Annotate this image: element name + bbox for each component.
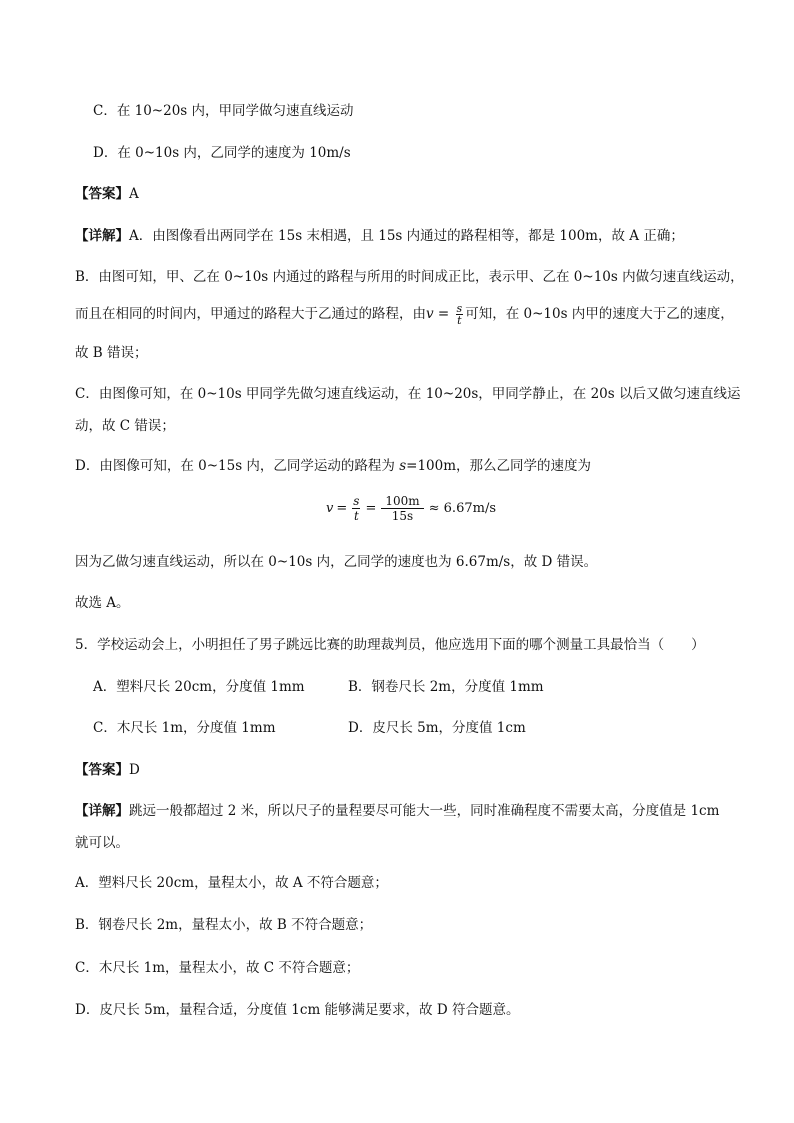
detail-b2-post: 可知，在 0~10s 内甲的速度大于乙的速度， [465, 306, 734, 322]
detail2-line2: 就可以。 [75, 835, 129, 851]
eq-fraction-1 [352, 494, 360, 523]
answer-label: 【答案】 [75, 186, 129, 202]
option-c: C．在 10~20s 内，甲同学做匀速直线运动 [93, 103, 354, 119]
detail-a-text: A．由图像看出两同学在 15s 末相遇，且 15s 内通过的路程相等，都是 100m，故 A 正确； [129, 228, 684, 244]
eq-equals-2: = [365, 500, 377, 516]
detail2-b: B．钢卷尺长 2m，量程太小，故 B 不符合题意； [75, 917, 373, 933]
answer2-line [75, 760, 140, 780]
eq-v: v [326, 500, 334, 516]
eq-den-1: t [353, 509, 359, 523]
eq-num-1: s [353, 494, 360, 508]
detail-d1-pre: D．由图像可知，在 0~15s 内，乙同学运动的路程为 [75, 458, 400, 474]
q5-options-row-2 [93, 718, 603, 738]
detail2-label: 【详解】 [75, 803, 129, 819]
choose-line: 故选 A。 [75, 595, 130, 611]
detail2-a: A．塑料尺长 20cm，量程太小，故 A 不符合题意； [75, 875, 388, 891]
fraction-numerator: s [456, 302, 463, 315]
fraction-denominator: t [457, 314, 462, 327]
eq-result: ≈ 6.67m/s [428, 500, 496, 516]
velocity-symbol: v [426, 306, 434, 322]
detail2-c: C．木尺长 1m，量程太小，故 C 不符合题意； [75, 960, 360, 976]
detail-label: 【详解】 [75, 228, 129, 244]
detail-d1-post: =100m，那么乙同学的速度为 [406, 458, 592, 474]
detail2-d: D．皮尺长 5m，量程合适，分度值 1cm 能够满足要求，故 D 符合题意。 [75, 1002, 520, 1018]
q5-option-c: C．木尺长 1m，分度值 1mm [93, 720, 276, 736]
eq-den-2: 15s [391, 509, 414, 523]
detail-b-line3: 故 B 错误； [75, 345, 148, 361]
detail-c-line2: 动，故 C 错误； [75, 418, 175, 434]
answer-value: A [129, 186, 139, 202]
detail-b-line1: B．由图可知，甲、乙在 0~10s 内通过的路程与所用的时间成正比，表示甲、乙在 0~10s 内做匀速直线运动， [75, 269, 744, 285]
q5-option-b: B．钢卷尺长 2m，分度值 1mm [348, 679, 544, 695]
q5-option-a: A．塑料尺长 20cm，分度值 1mm [93, 679, 305, 695]
velocity-equation [326, 494, 499, 523]
detail-d-line2: 因为乙做匀速直线运动，所以在 0~10s 内，乙同学的速度也为 6.67m/s，故 D 错误。 [75, 554, 598, 570]
equals-sign: = [433, 306, 454, 322]
eq-fraction-2 [381, 494, 423, 523]
option-d: D．在 0~10s 内，乙同学的速度为 10m/s [93, 145, 351, 161]
q5-option-d: D．皮尺长 5m，分度值 1cm [348, 720, 526, 736]
detail2-text: 跳远一般都超过 2 米，所以尺子的量程要尽可能大一些，同时准确程度不需要太高，分度值是 1cm [129, 803, 720, 819]
answer2-value: D [129, 762, 140, 778]
eq-num-2: 100m [381, 494, 423, 509]
detail-c-line1: C．由图像可知，在 0~10s 甲同学先做匀速直线运动，在 10~20s，甲同学静止，在 20s 以后又做匀速直线运 [75, 386, 741, 402]
detail-d-line1 [75, 456, 591, 476]
distance-symbol: s [399, 458, 407, 474]
question-5: 5．学校运动会上，小明担任了男子跳远比赛的助理裁判员，他应选用下面的哪个测量工具最恰当（ ） [75, 637, 705, 653]
eq-equals-1: = [336, 500, 348, 516]
detail-b2-pre: 而且在相同的时间内，甲通过的路程大于乙通过的路程，由 [75, 306, 426, 322]
q5-options-row-1 [93, 677, 603, 697]
detail-b-line2 [75, 303, 734, 326]
answer2-label: 【答案】 [75, 762, 129, 778]
inline-fraction [456, 303, 464, 326]
answer-line [75, 184, 139, 204]
detail2-line1 [75, 801, 719, 821]
detail-a [75, 226, 684, 246]
